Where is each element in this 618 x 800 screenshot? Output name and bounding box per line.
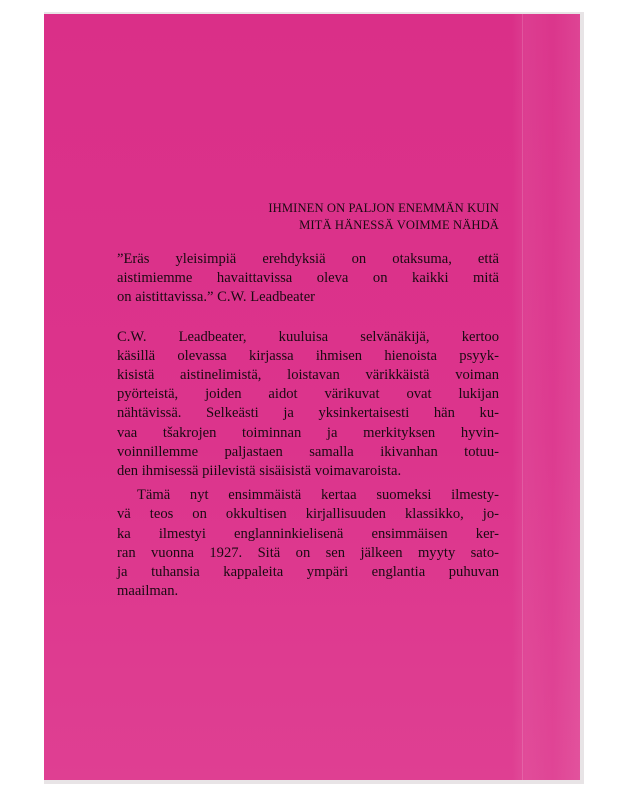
paragraph-line: den ihmisessä piilevistä sisäisistä voimavaroista. [117,463,402,480]
spine-fold-line [522,14,523,780]
heading-line: MITÄ HÄNESSÄ VOIMME NÄHDÄ [299,218,499,232]
paragraph-line: käsillä olevassa kirjassa ihmisen hienoista psyyk- [117,347,499,364]
blurb-heading [117,200,499,234]
paragraph-line: ja tuhansia kappaleita ympäri englantia puhuvan [117,564,499,581]
paragraph-line: ran vuonna 1927. Sitä on sen jälkeen myyty sato- [117,544,499,561]
back-cover-text [117,200,499,601]
paragraph-line: voinnillemme paljastaen samalla ikivanhan totuu- [117,443,499,460]
paragraph-line: vä teos on okkultisen kirjallisuuden klassikko, jo- [117,506,499,523]
leadbeater-quote [117,250,499,308]
paragraph-line: Tämä nyt ensimmäistä kertaa suomeksi ilmesty- [137,487,499,504]
quote-line: ”Eräs yleisimpiä erehdyksiä on otaksuma, että [117,251,499,267]
quote-line: on aistittavissa.” C.W. Leadbeater [117,289,316,306]
quote-line: aistimiemme havaittavissa oleva on kaikki mitä [117,270,499,287]
paragraph-line: C.W. Leadbeater, kuuluisa selvänäkijä, kertoo [117,328,499,345]
paragraph-line: kisistä aistinelimistä, loistavan värikkäistä voiman [117,367,499,384]
paragraph-line: ka ilmestyi englanninkielisenä ensimmäisen ker- [117,525,499,542]
description-paragraph-1 [117,328,499,482]
description-paragraph-2 [117,486,499,601]
paragraph-line: vaa tšakrojen toiminnan ja merkityksen hyvin- [117,424,499,441]
paragraph-line: maailman. [117,583,179,600]
heading-line: IHMINEN ON PALJON ENEMMÄN KUIN [268,201,499,215]
paragraph-line: nähtävissä. Selkeästi ja yksinkertaisesti hän ku- [117,405,499,422]
paragraph-line: pyörteistä, joiden aidot värikuvat ovat lukijan [117,386,499,403]
